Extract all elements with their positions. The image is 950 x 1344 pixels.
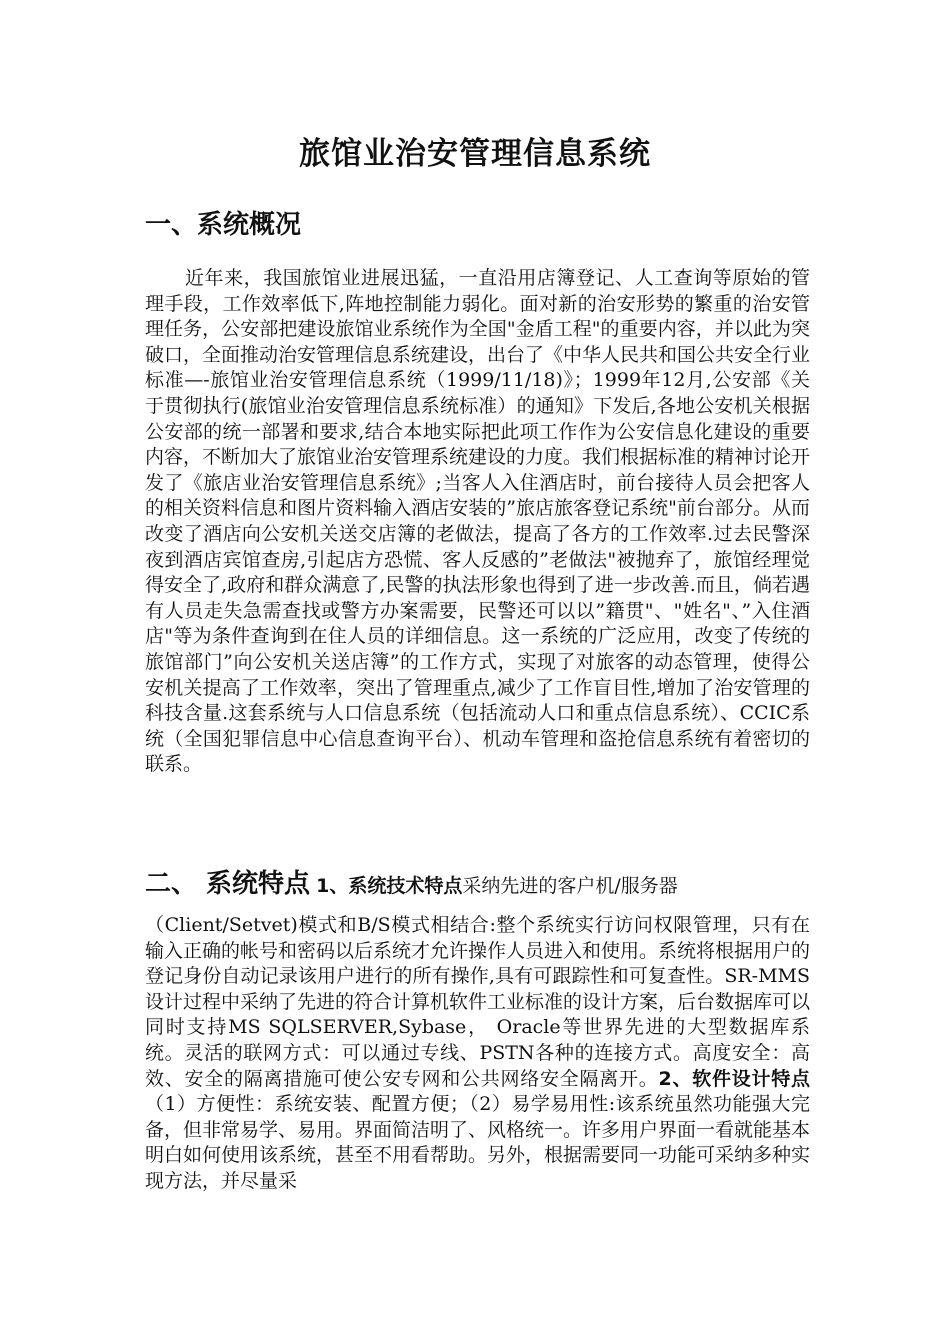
section1-heading: 一、系统概况	[145, 210, 302, 240]
subsection2-text: （1）方便性：系统安装、配置方便；（2）易学易用性:该系统虽然功能强大完备，但非常易学、易用。界面简洁明了、风格统一。许多用户界面一看就能基本明白如何使用该系统，甚至不用看帮助。另外，根据需要同一功能可采纳多种实现方法，并尽量采	[145, 1093, 811, 1192]
section2-paragraph	[145, 913, 810, 1195]
section1-paragraph: 近年来，我国旅馆业进展迅猛，一直沿用店簿登记、人工查询等原始的管理手段，工作效率低下,阵地控制能力弱化。面对新的治安形势的繁重的治安管理任务，公安部把建设旅馆业系统作为全国"金盾工程"的重要内容，并以此为突破口，全面推动治安管理信息系统建设，出台了《中华人民共和国公共安全行业标准—-旅馆业治安管理信息系统（1999/11/18)》；1999年12月,公安部《关于贯彻执行(旅馆业治安管理信息系统标准）的通知》下发后,各地公安机关根据公安部的统一部署和要求,结合本地实际把此项工作作为公安信息化建设的重要内容，不断加大了旅馆业治安管理系统建设的力度。我们根据标准的精神讨论开发了《旅店业治安管理信息系统》;当客人入住酒店时，前台接待人员会把客人的相关资料信息和图片资料输入酒店安装的”旅店旅客登记系统"前台部分。从而改变了酒店向公安机关送交店簿的老做法，提高了各方的工作效率.过去民警深夜到酒店宾馆查房,引起店方恐慌、客人反感的”老做法"被抛弃了，旅馆经理觉得安全了,政府和群众满意了,民警的执法形象也得到了进一步改善.而且，倘若遇有人员走失急需查找或警方办案需要，民警还可以以”籍贯"、"姓名"、”入住酒店"等为条件查询到在住人员的详细信息。这一系统的广泛应用，改变了传统的旅馆部门”向公安机关送店簿”的工作方式，实现了对旅客的动态管理，使得公安机关提高了工作效率，突出了管理重点,减少了工作盲目性,增加了治安管理的科技含量.这套系统与人口信息系统（包括流动人口和重点信息系统）、CCIC系统（全国犯罪信息中心信息查询平台）、机动车管理和盗抢信息系统有着密切的联系。	[145, 267, 811, 776]
section2-heading: 二、 系统特点	[145, 869, 311, 899]
document-title: 旅馆业治安管理信息系统	[299, 136, 651, 172]
section2-heading-line	[145, 869, 810, 899]
subsection1-text: （Client/Setvet)模式和B/S模式相结合:整个系统实行访问权限管理，只有在输入正确的帐号和密码以后系统才允许操作人员进入和使用。系统将根据用户的登记身份自动记录该用户进行的所有操作,具有可跟踪性和可复查性。SR-MMS设计过程中采纳了先进的符合计算机软件工业标准的设计方案，后台数据库可以同时支持MS SQLSERVER,Sybase， Oracle等世界先进的大型数据库系统。灵活的联网方式：可以通过专线、PSTN各种的连接方式。高度安全：高效、安全的隔离措施可使公安专网和公共网络安全隔离开。	[145, 914, 811, 1090]
subsection1-lead: 采纳先进的客户机/服务器	[462, 875, 678, 897]
subsection1-label: 1、系统技术特点	[316, 875, 463, 897]
subsection2-label: 2、软件设计特点	[658, 1067, 810, 1090]
